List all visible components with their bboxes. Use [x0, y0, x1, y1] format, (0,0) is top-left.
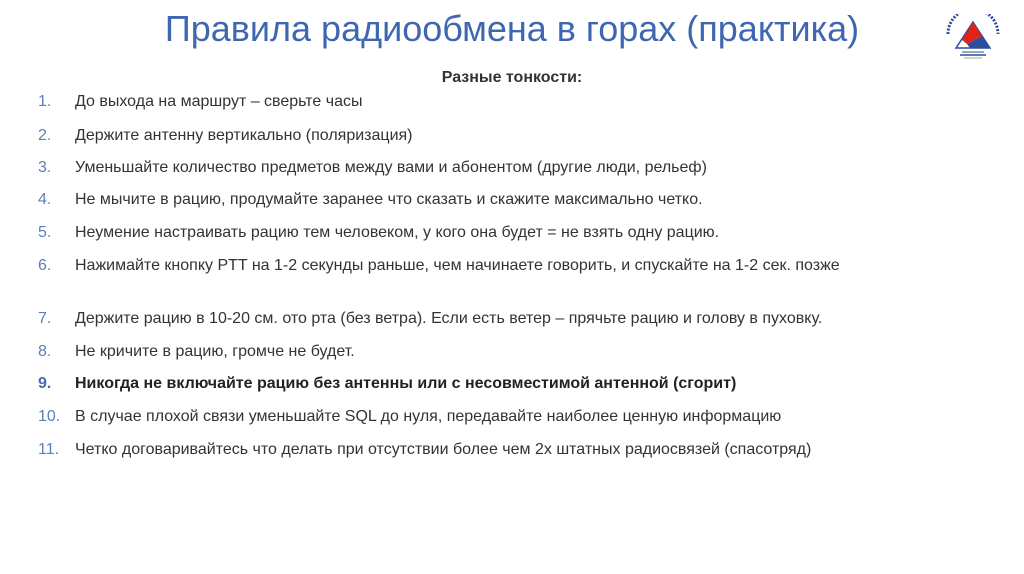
- item-number: 9.: [38, 375, 52, 392]
- item-text: Нажимайте кнопку PTT на 1-2 секунды раньше, чем начинаете говорить, и спускайте на 1-2 сек. позже: [75, 257, 840, 274]
- item-number: 7.: [38, 310, 52, 327]
- item-number: 10.: [38, 408, 61, 425]
- slide-title: Правила радиообмена в горах (практика): [164, 8, 860, 49]
- item-number: 6.: [38, 257, 52, 274]
- list-item: [38, 190, 988, 223]
- item-text: Не мычите в рацию, продумайте заранее что сказать и скажите максимально четко.: [75, 191, 703, 208]
- list-item: [38, 126, 988, 158]
- list-subtitle: Разные тонкости:: [441, 69, 583, 86]
- item-text: Четко договаривайтесь что делать при отсутствии более чем 2х штатных радиосвязей (спасотряд): [75, 441, 812, 458]
- item-number: 3.: [38, 159, 52, 176]
- item-text: Никогда не включайте рацию без антенны или с несовместимой антенной (сгорит): [75, 375, 737, 392]
- list-item: [38, 342, 988, 374]
- list-item: [38, 256, 988, 309]
- item-number: 1.: [38, 93, 52, 110]
- item-text: До выхода на маршрут – сверьте часы: [75, 93, 363, 110]
- item-number: 8.: [38, 343, 52, 360]
- item-text: Не кричите в рацию, громче не будет.: [75, 343, 355, 360]
- item-text: Неумение настраивать рацию тем человеком, у кого она будет = не взять одну рацию.: [75, 224, 720, 241]
- list-item: [38, 223, 988, 256]
- item-text: Держите рацию в 10-20 см. ото рта (без ветра). Если есть ветер – прячьте рацию и голову в пуховку.: [75, 310, 823, 327]
- item-text: В случае плохой связи уменьшайте SQL до нуля, передавайте наиболее ценную информацию: [75, 408, 782, 425]
- item-number: 2.: [38, 127, 52, 144]
- list-item: [38, 407, 988, 440]
- list-item-highlighted: [38, 374, 988, 407]
- item-number: 5.: [38, 224, 52, 241]
- item-number: 11.: [38, 441, 60, 458]
- list-item: [38, 440, 988, 472]
- item-text: Уменьшайте количество предметов между вами и абонентом (другие люди, рельеф): [75, 159, 707, 176]
- mountain-logo-icon: [940, 14, 1006, 64]
- item-text: Держите антенну вертикально (поляризация): [75, 127, 413, 144]
- list-item: [38, 92, 988, 126]
- rules-list: [38, 92, 988, 472]
- list-item: [38, 158, 988, 190]
- item-number: 4.: [38, 191, 52, 208]
- list-item: [38, 309, 988, 342]
